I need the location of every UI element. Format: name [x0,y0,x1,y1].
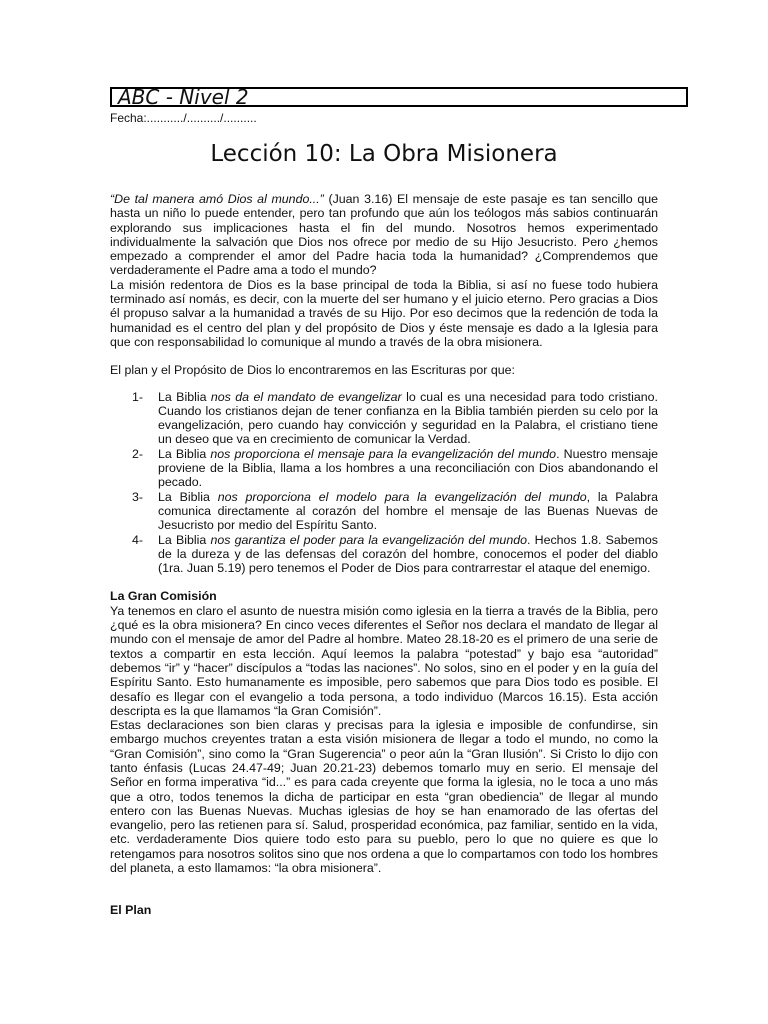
list-item-emphasis: nos garantiza el poder para la evangelización del mundo [210,532,527,547]
list-item [110,390,658,447]
lesson-body [110,192,658,918]
list-item [110,447,658,490]
gran-comision-paragraph-1: Ya tenemos en claro el asunto de nuestra misión como iglesia en la tierra a través de la Biblia, pero ¿qué es la obra misionera? En cinco veces diferentes el Señor nos declara el mandato de llegar al mundo con el mensaje de amor del Padre al hombre. Mateo 28.18-20 es el primero de una serie de textos a compartir en esta lección. Aquí leemos la palabra “potestad” y bajo esa “autoridad” debemos “ir” y “hacer” discípulos a “todas las naciones”. No solos, sino en el poder y en la guía del Espíritu Santo. Esto humanamente es imposible, pero sabemos que para Dios todo es posible. El desafío es llegar con el evangelio a toda persona, a todo individuo (Marcos 16.15). Esta acción descripta es la que llamamos “la Gran Comisión”. [110,603,658,718]
gran-comision-paragraph-2: Estas declaraciones son bien claras y precisas para la iglesia e imposible de confundirse, sin embargo muchos creyentes tratan a esta visión misionera de llegar a todo el mundo, no como la “Gran Comisión”, sino como la “Gran Sugerencia” o peor aún la “Gran Ilusión”. Si Cristo lo dijo con tanto énfasis (Lucas 24.47-49; Juan 20.21-23) debemos tomarlo muy en serio. El mensaje del Señor en forma imperativa “id...” es para cada creyente que forma la iglesia, no le toca a uno más que a otro, todos tenemos la dicha de participar en esta “gran obediencia” de llegar al mundo entero con las Buenas Nuevas. Muchas iglesias de hoy se han enamorado de las ofertas del evangelio, pero las retienen para sí. Salud, prosperidad económica, paz familiar, sentido en la vida, etc. verdaderamente Dios quiere todo esto para su pueblo, pero lo que no quiere es que lo retengamos para nosotros solitos sino que nos ordena a que lo compartamos con todo los hombres del planeta, a esto llamamos: “la obra misionera”. [110,718,658,876]
list-item-text: . Nuestro mensaje proviene de la Biblia, llama a los hombres a una reconciliación con Dios abandonando el pecado. [158,446,658,490]
list-item-text: La Biblia [158,489,218,504]
list-item-emphasis: nos proporciona el mensaje para la evangelización del mundo [210,446,557,461]
date-line: Fecha:.........../........../.......... [110,111,257,125]
list-item-number: 4- [132,532,144,547]
list-item-text: lo cual es una necesidad para todo cristiano. Cuando los cristianos dejan de tener confianza en la Biblia también pierden su celo por la evangelización, pero cuando hay convicción y seguridad en la Palabra, el cristiano tiene un deseo que va en crecimiento de comunicar la Verdad. [158,389,658,447]
intro-quote: “De tal manera amó Dios al mundo...” [110,192,324,206]
course-title: ABC - Nivel 2 [118,87,249,107]
gran-comision-heading: La Gran Comisión [110,589,217,604]
list-item-emphasis: nos proporciona el modelo para la evangelización del mundo [217,489,587,504]
list-item [110,533,658,576]
list-item-text: . Hechos 1.8. Sabemos de la dureza y de las defensas del corazón del hombre, conocemos el poder del diablo (1ra. Juan 5.19) pero tenemos el Poder de Dios para contrarrestar el ataque del enemigo. [158,532,658,576]
course-header-box [110,87,688,107]
list-item-text: La Biblia [158,532,211,547]
list-item-number: 1- [132,389,144,404]
lesson-title: Lección 10: La Obra Misionera [210,141,558,167]
intro-text: (Juan 3.16) El mensaje de este pasaje es tan sencillo que hasta un niño lo puede entender, pero tan profundo que aún los teólogos más sabios continuarán explorando sus implicaciones hasta el fin del mundo. Nosotros hemos experimentado individualmente la salvación que Dios nos ofrece por medio de su Hijo Jesucristo. Pero ¿hemos empezado a comprender el amor del Padre hacia toda la humanidad? ¿Comprendemos que verdaderamente el Padre ama a todo el mundo? [110,192,659,278]
list-item-number: 3- [132,489,144,504]
plan-intro: El plan y el Propósito de Dios lo encontraremos en las Escrituras por que: [110,363,515,378]
intro-paragraph [110,192,658,278]
list-item-text: La Biblia [158,446,211,461]
list-item-text: La Biblia [158,389,211,404]
bible-points-list [110,390,658,576]
list-item-number: 2- [132,446,144,461]
el-plan-heading: El Plan [110,903,152,918]
list-item-emphasis: nos da el mandato de evangelizar [210,389,402,404]
list-item-text: , la Palabra comunica directamente al corazón del hombre el mensaje de las Buenas Nuevas de Jesucristo por medio del Espíritu Santo. [158,489,658,533]
list-item [110,490,658,533]
mission-paragraph: La misión redentora de Dios es la base principal de toda la Biblia, si así no fuese todo hubiera terminado así nomás, es decir, con la muerte del ser humano y el juicio eterno. Pero gracias a Dios él propuso salvar a la humanidad a través de su Hijo. Por eso decimos que la redención de toda la humanidad es el centro del plan y del propósito de Dios y éste mensaje es dado a la Iglesia para que con responsabilidad lo comunique al mundo a través de la obra misionera. [110,277,658,349]
